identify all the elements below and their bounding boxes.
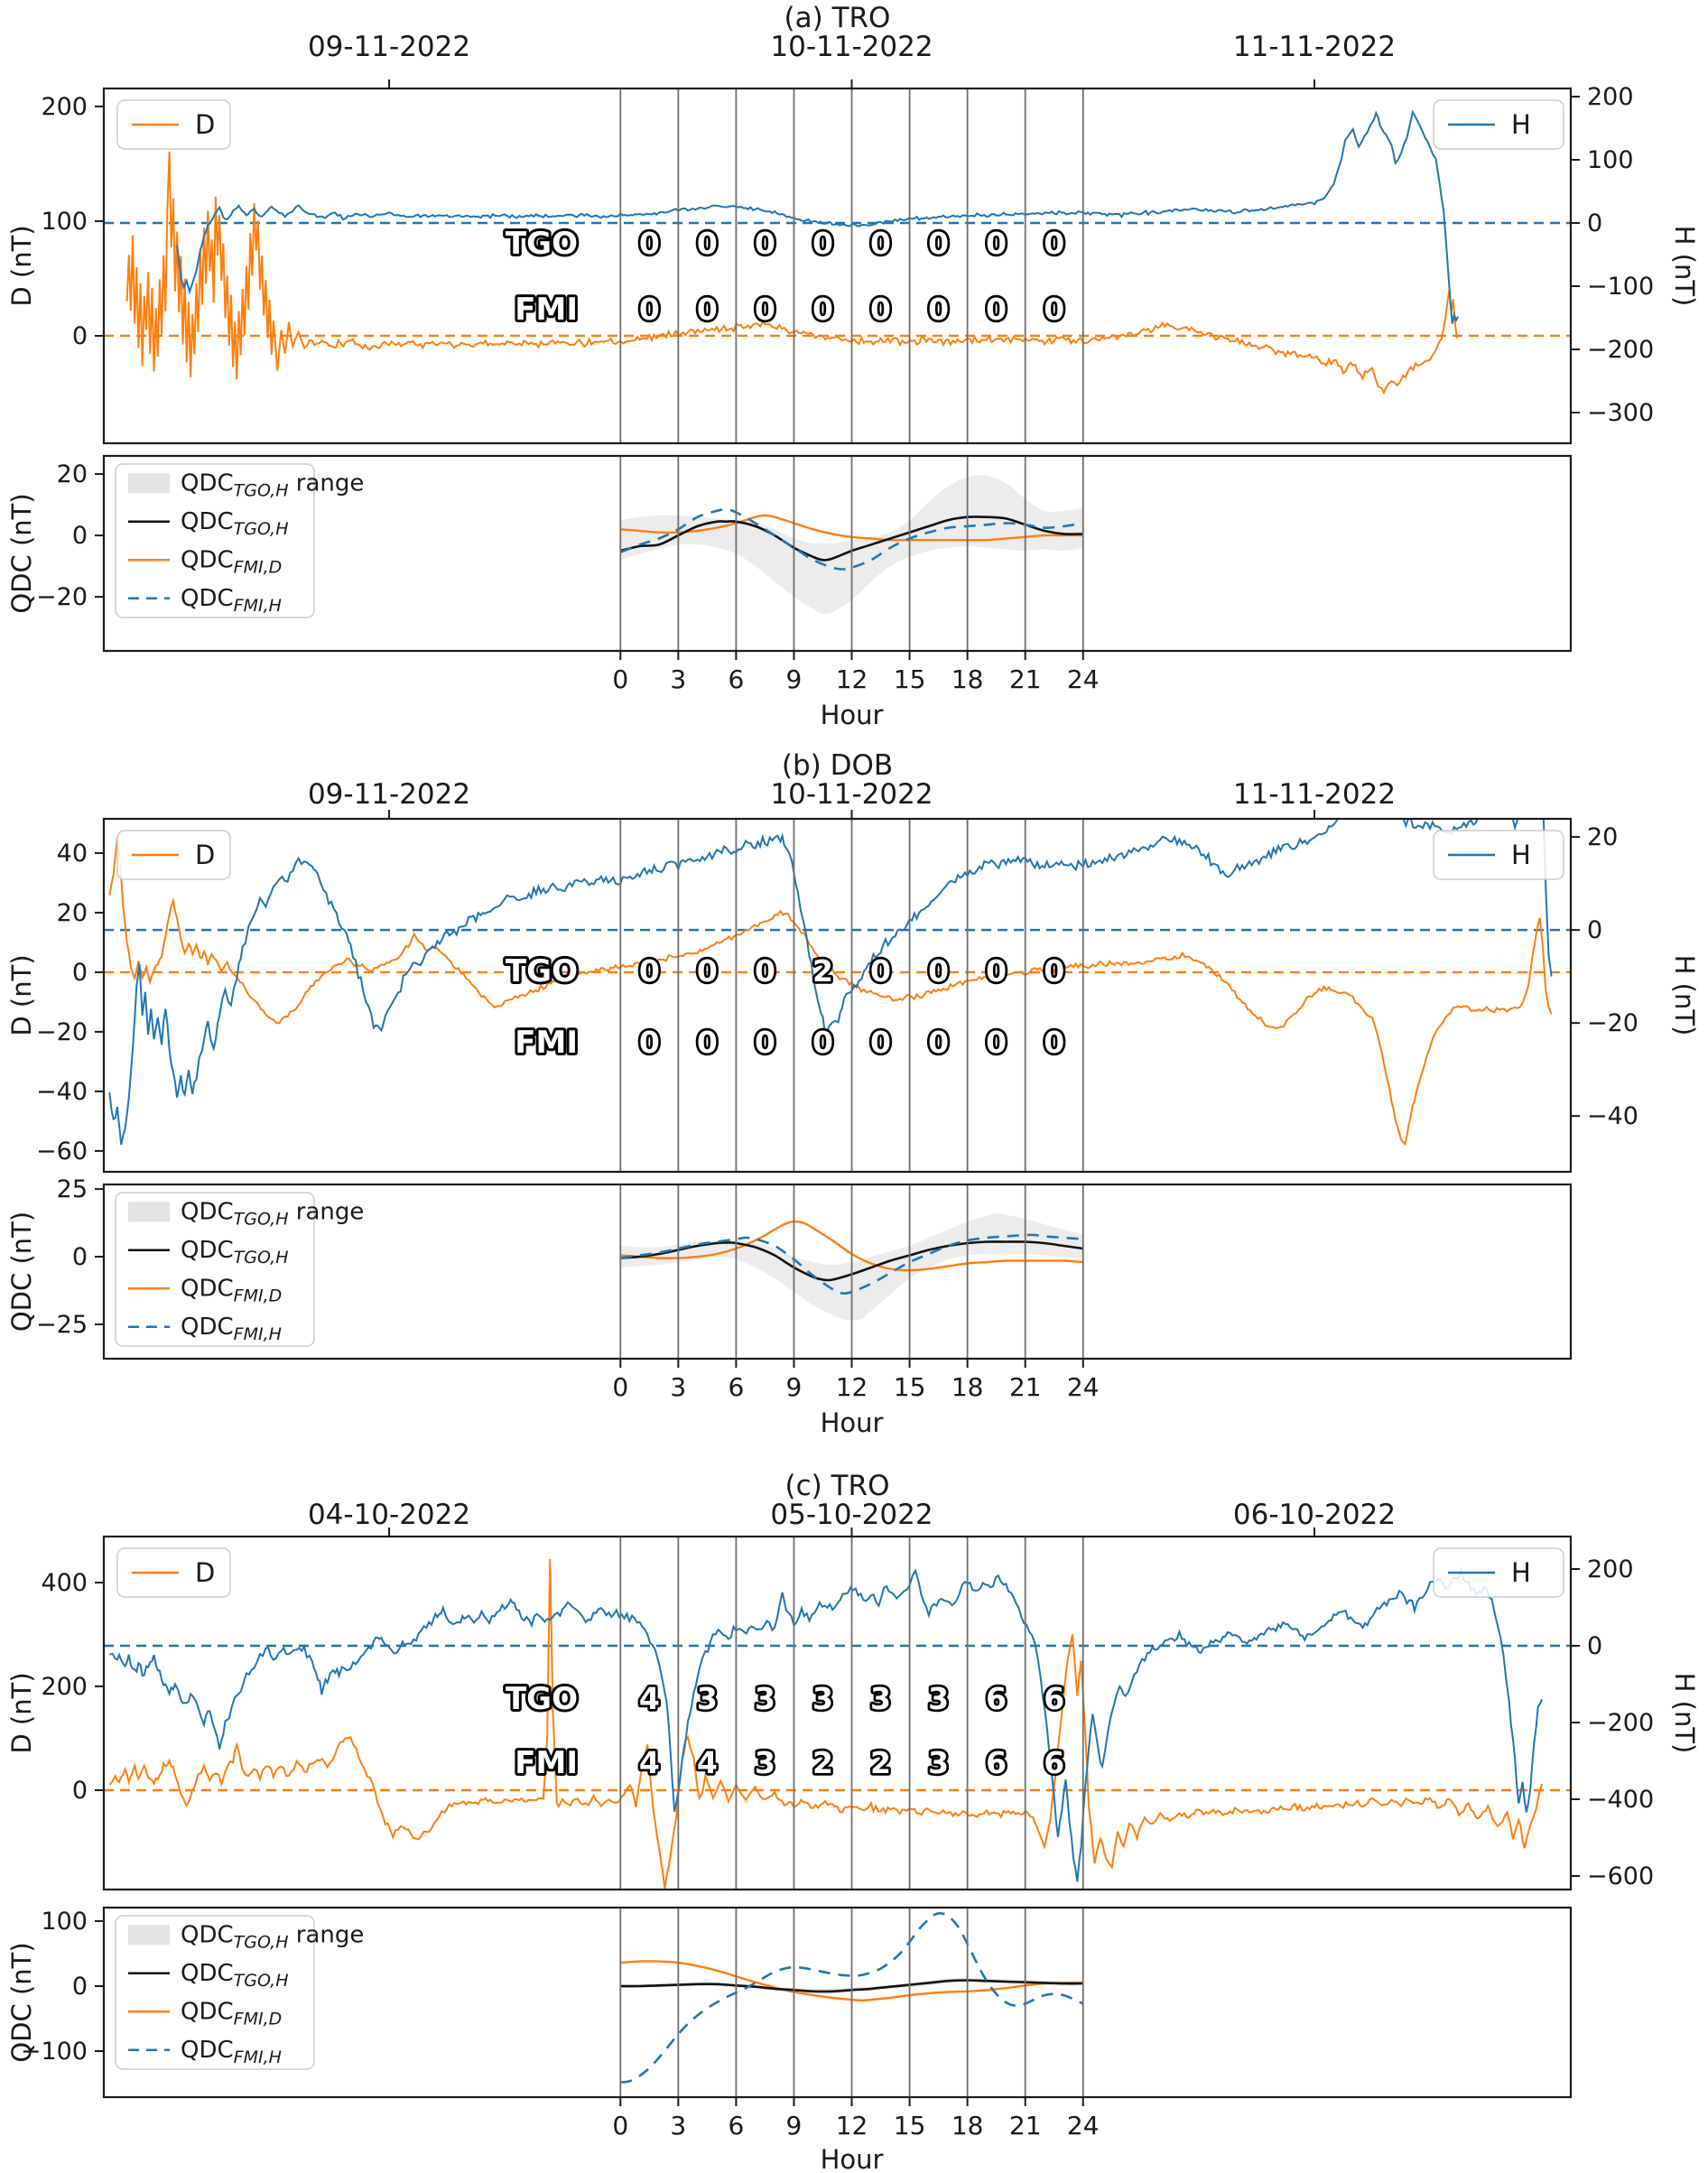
k-value: 3 [870,1681,892,1716]
k-value: 6 [986,1681,1007,1716]
h-tick-label: −200 [1587,1708,1655,1737]
legend-h-label: H [1511,109,1531,140]
d-tick-label: 0 [71,1777,88,1806]
qdc-tick-label: −20 [36,583,88,612]
h-tick-label: 200 [1587,83,1634,112]
hour-tick-label: 0 [612,2111,629,2140]
qdc-plot-area [620,456,1083,651]
k-value: 3 [754,1681,775,1716]
hour-tick-label: 9 [785,664,803,694]
hour-tick-label: 9 [785,2111,803,2140]
panel-b [6,726,1700,1438]
legend-d-label: D [195,109,216,140]
h-tick-label: −300 [1587,398,1655,427]
hour-tick-label: 21 [1008,2111,1042,2140]
qdc-legend-band-swatch [128,473,170,493]
hour-tick-label: 6 [728,2111,745,2140]
d-tick-label: 200 [41,92,88,121]
k-value: 0 [1044,1025,1065,1060]
k-value: 0 [870,226,892,261]
qdc-tick-label: −100 [20,2038,88,2066]
x-axis-label: Hour [820,700,884,730]
h-tick-label: 200 [1587,1555,1634,1583]
date-label: 11-11-2022 [1232,778,1397,811]
hour-tick-label: 6 [728,664,745,694]
hour-tick-label: 0 [612,664,629,694]
k-value: 0 [870,292,892,327]
h-tick-label: 0 [1587,209,1603,238]
k-value: 0 [928,1025,950,1060]
qdc-legend-label: $QDC_{FMI,H}$ [181,2036,282,2067]
d-tick-label: 20 [56,898,88,927]
k-value: 0 [638,953,660,989]
panel-c [6,1470,1700,2173]
k-row-label-tgo: TGO [505,1681,578,1717]
d-tick-label: 0 [71,321,88,350]
hour-tick-label: 3 [670,664,687,694]
hour-tick-label: 3 [670,1372,687,1402]
d-axis-label: D (nT) [6,954,37,1036]
h-tick-label: −200 [1587,335,1655,364]
date-label: 06-10-2022 [1232,1499,1397,1531]
k-value: 0 [986,226,1007,261]
d-series-line [109,1559,1542,1889]
qdc-legend-label: $QDC_{TGO,H}$ range [181,1921,365,1953]
qdc-legend-label: $QDC_{FMI,H}$ [181,1313,282,1344]
d-tick-label: 0 [71,958,88,987]
k-value: 0 [1044,953,1065,989]
d-axis-label: D (nT) [6,225,37,307]
qdc-legend-label: $QDC_{TGO,H}$ range [181,1198,365,1230]
k-value: 0 [812,292,833,327]
h-tick-label: 20 [1587,823,1619,852]
qdc-legend-label: $QDC_{FMI,H}$ [181,584,282,616]
k-row-label-tgo: TGO [505,226,578,262]
qdc-axis-label: QDC (nT) [6,1942,37,2063]
qdc-tick-label: 100 [41,1907,88,1936]
date-label: 09-11-2022 [307,31,471,63]
d-tick-label: 100 [41,207,88,236]
d-tick-label: 400 [41,1569,88,1598]
k-row-label-fmi: FMI [515,292,578,328]
qdc-axis-label: QDC (nT) [6,1211,37,1333]
hour-tick-label: 9 [785,1372,803,1402]
panel-a [6,2,1700,730]
hour-tick-label: 18 [951,664,984,694]
date-label: 10-11-2022 [770,31,933,63]
h-series-line [109,1570,1542,1882]
k-value: 0 [928,226,950,261]
d-series-line [109,838,1551,1144]
hour-tick-label: 15 [893,2111,926,2140]
qdc-tick-label: 0 [71,522,88,551]
qdc-legend-label: $QDC_{FMI,D}$ [181,546,283,578]
legend-d-label: D [195,840,216,870]
qdc-axis-label: QDC (nT) [6,493,37,614]
h-tick-label: −40 [1587,1102,1638,1131]
k-value: 0 [986,953,1007,989]
k-value: 6 [1044,1745,1065,1780]
hour-tick-label: 12 [835,664,868,694]
hour-tick-label: 12 [835,1372,868,1402]
h-tick-label: −400 [1587,1785,1655,1814]
k-value: 0 [696,292,718,327]
hour-tick-label: 15 [893,1372,926,1402]
qdc-tick-label: 20 [56,460,88,489]
k-value: 0 [696,1025,718,1060]
k-value: 3 [754,1745,775,1780]
k-value: 0 [754,1025,775,1060]
main-frame [104,1537,1571,1890]
k-row-label-fmi: FMI [515,1025,578,1061]
h-tick-label: 0 [1587,1631,1603,1660]
hour-tick-label: 18 [951,1372,984,1402]
date-label: 05-10-2022 [770,1499,933,1531]
panel-title: (c) TRO [784,1470,890,1502]
qdc-legend-label: $QDC_{TGO,H}$ [181,1236,289,1268]
hour-tick-label: 6 [728,1372,745,1402]
hour-tick-label: 24 [1066,1372,1100,1402]
k-value: 0 [638,1025,660,1060]
k-value: 0 [696,226,718,261]
h-axis-label: H (nT) [1669,225,1700,307]
k-value: 4 [638,1681,660,1716]
hour-tick-label: 21 [1008,1372,1042,1402]
h-tick-label: 0 [1587,916,1603,945]
d-tick-label: 200 [41,1673,88,1702]
date-label: 04-10-2022 [307,1499,471,1531]
x-axis-label: Hour [820,2144,884,2173]
k-value: 0 [986,1025,1007,1060]
hour-tick-label: 24 [1066,2111,1100,2140]
qdc-legend-label: $QDC_{FMI,D}$ [181,1998,283,2029]
qdc-legend-band-swatch [128,1925,170,1945]
k-value: 0 [928,953,950,989]
k-value: 0 [638,226,660,261]
qdc-plot-area [620,1908,1083,2097]
hour-tick-label: 3 [670,2111,687,2140]
k-value: 2 [870,1745,892,1780]
qdc-legend-band-swatch [128,1202,170,1221]
hour-tick-label: 12 [835,2111,868,2140]
main-frame [104,88,1571,443]
k-value: 0 [1044,292,1065,327]
k-value: 2 [812,1745,833,1780]
d-tick-label: −20 [36,1017,88,1046]
d-axis-label: D (nT) [6,1672,37,1754]
qdc-legend-label: $QDC_{TGO,H}$ [181,507,289,539]
k-value: 3 [928,1745,950,1780]
legend-h-label: H [1511,840,1531,870]
hour-tick-label: 24 [1066,664,1100,694]
hour-tick-label: 18 [951,2111,984,2140]
k-row-label-fmi: FMI [515,1745,578,1781]
legend-h-label: H [1511,1557,1531,1588]
k-value: 3 [928,1681,950,1716]
k-value: 0 [1044,226,1065,261]
d-tick-label: −40 [36,1077,88,1106]
qdc-tick-label: 25 [56,1175,88,1204]
hour-tick-label: 0 [612,1372,629,1402]
k-value: 0 [870,953,892,989]
h-tick-label: −100 [1587,273,1655,302]
k-value: 0 [986,292,1007,327]
d-tick-label: −60 [36,1137,88,1165]
h-axis-label: H (nT) [1669,1672,1700,1754]
hour-tick-label: 21 [1008,664,1042,694]
date-label: 09-11-2022 [307,778,471,811]
qdc-legend-label: $QDC_{TGO,H}$ [181,1959,289,1991]
d-series-line [127,152,1457,393]
panel-title: (a) TRO [784,2,891,34]
k-value: 3 [812,1681,833,1716]
k-value: 2 [812,953,833,989]
d-tick-label: 40 [56,839,88,868]
main-plot-area [104,1537,1571,1890]
legend-d-label: D [195,1557,216,1588]
k-value: 4 [638,1745,660,1780]
qdc-tick-label: 0 [71,1972,88,2001]
qdc-tick-label: 0 [71,1243,88,1272]
h-tick-label: −20 [1587,1009,1638,1038]
k-value: 0 [754,953,775,989]
date-label: 10-11-2022 [770,778,933,811]
k-value: 0 [754,226,775,261]
panel-title: (b) DOB [781,749,894,782]
qdc-tick-label: −25 [36,1310,88,1339]
qdc-plot-area [620,1184,1083,1359]
h-axis-label: H (nT) [1669,954,1700,1036]
main-plot-area [104,88,1571,443]
k-value: 0 [638,292,660,327]
qdc-legend-label: $QDC_{TGO,H}$ range [181,469,365,501]
k-row-label-tgo: TGO [505,953,578,989]
date-label: 11-11-2022 [1232,31,1397,63]
k-value: 6 [986,1745,1007,1780]
k-value: 0 [928,292,950,327]
k-value: 6 [1044,1681,1065,1716]
k-value: 0 [870,1025,892,1060]
k-value: 0 [812,226,833,261]
k-value: 0 [812,1025,833,1060]
h-tick-label: 100 [1587,146,1634,175]
hour-tick-label: 15 [893,664,926,694]
k-value: 0 [696,953,718,989]
k-value: 4 [696,1745,718,1780]
k-value: 0 [754,292,775,327]
qdc-legend-label: $QDC_{FMI,D}$ [181,1275,283,1306]
x-axis-label: Hour [820,1407,884,1438]
k-value: 3 [696,1681,718,1716]
h-tick-label: −600 [1587,1862,1655,1890]
